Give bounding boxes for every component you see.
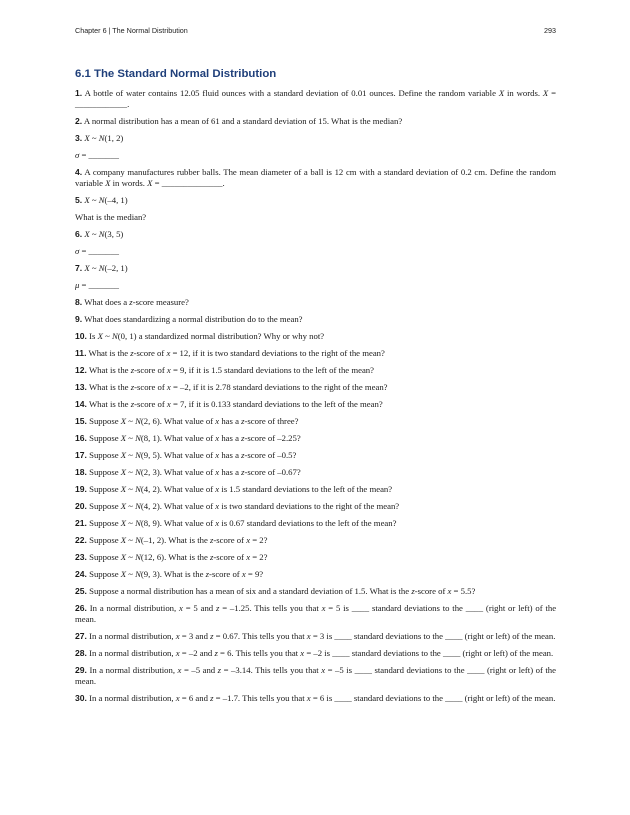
exercise-number: 27.: [75, 631, 87, 641]
exercise-number: 25.: [75, 586, 87, 596]
exercise-number: 26.: [75, 603, 87, 613]
exercise-number: 13.: [75, 382, 87, 392]
exercise-number: 11.: [75, 348, 87, 358]
exercise-number: 4.: [75, 167, 83, 177]
answer-line: What is the median?: [75, 212, 147, 222]
exercise-18: 18. Suppose X ~ N(2, 3). What value of x has a z-score of –0.67?: [75, 467, 301, 477]
exercise-10: 10. Is X ~ N(0, 1) a standardized normal distribution? Why or why not?: [75, 331, 325, 341]
exercise-2: 2. A normal distribution has a mean of 61 and a standard deviation of 15. What is the median?: [75, 116, 403, 126]
exercise-number: 15.: [75, 416, 87, 426]
exercise-29: 29. In a normal distribution, x = –5 and z = –3.14. This tells you that x = –5 is ____ standard deviations to the ____ (right or left) of the mean.: [75, 665, 557, 686]
exercise-19: 19. Suppose X ~ N(4, 2). What value of x is 1.5 standard deviations to the left of the mean?: [75, 484, 393, 494]
exercise-number: 7.: [75, 263, 83, 273]
exercise-17: 17. Suppose X ~ N(9, 5). What value of x has a z-score of –0.5?: [75, 450, 297, 460]
exercise-number: 2.: [75, 116, 83, 126]
section-title: 6.1 The Standard Normal Distribution: [75, 68, 277, 80]
exercise-number: 8.: [75, 297, 83, 307]
exercise-7: 7. X ~ N(–2, 1): [75, 263, 128, 273]
exercise-number: 10.: [75, 331, 87, 341]
page-number: 293: [544, 26, 556, 35]
exercise-number: 16.: [75, 433, 87, 443]
exercise-5: 5. X ~ N(–4, 1): [75, 195, 128, 205]
exercise-list: [75, 88, 556, 710]
exercise-number: 9.: [75, 314, 83, 324]
exercise-number: 6.: [75, 229, 83, 239]
exercise-28: 28. In a normal distribution, x = –2 and z = 6. This tells you that x = –2 is ____ standard deviations to the ____ (right or left) of the mean.: [75, 648, 554, 658]
exercise-number: 23.: [75, 552, 87, 562]
exercise-26: 26. In a normal distribution, x = 5 and z = –1.25. This tells you that x = 5 is ____ standard deviations to the ____ (right or left) of the mean.: [75, 603, 557, 624]
exercise-1: 1. A bottle of water contains 12.05 fluid ounces with a standard deviation of 0.01 ounces. Define the random variable X in words. X = ____________.: [75, 88, 557, 109]
exercise-27: 27. In a normal distribution, x = 3 and z = 0.67. This tells you that x = 3 is ____ standard deviations to the ____ (right or left) of the mean.: [75, 631, 556, 641]
exercise-9: 9. What does standardizing a normal distribution do to the mean?: [75, 314, 303, 324]
exercise-30: 30. In a normal distribution, x = 6 and z = –1.7. This tells you that x = 6 is ____ standard deviations to the ____ (right or left) of the mean.: [75, 693, 556, 703]
chapter-title: Chapter 6 | The Normal Distribution: [75, 26, 188, 35]
exercise-6: 6. X ~ N(3, 5): [75, 229, 124, 239]
exercise-number: 3.: [75, 133, 83, 143]
exercise-number: 29.: [75, 665, 87, 675]
exercise-11: 11. What is the z-score of x = 12, if it is two standard deviations to the right of the mean?: [75, 348, 385, 358]
exercise-number: 24.: [75, 569, 87, 579]
exercise-number: 1.: [75, 88, 83, 98]
exercise-14: 14. What is the z-score of x = 7, if it is 0.133 standard deviations to the left of the mean?: [75, 399, 383, 409]
exercise-13: 13. What is the z-score of x = –2, if it is 2.78 standard deviations to the right of the mean?: [75, 382, 388, 392]
exercise-number: 19.: [75, 484, 87, 494]
exercise-number: 12.: [75, 365, 87, 375]
exercise-number: 5.: [75, 195, 83, 205]
exercise-number: 20.: [75, 501, 87, 511]
exercise-12: 12. What is the z-score of x = 9, if it is 1.5 standard deviations to the left of the mean?: [75, 365, 374, 375]
exercise-8: 8. What does a z-score measure?: [75, 297, 189, 307]
exercise-23: 23. Suppose X ~ N(12, 6). What is the z-score of x = 2?: [75, 552, 268, 562]
exercise-number: 21.: [75, 518, 87, 528]
exercise-20: 20. Suppose X ~ N(4, 2). What value of x is two standard deviations to the right of the mean?: [75, 501, 400, 511]
answer-line: σ = _______: [75, 246, 119, 256]
exercise-number: 18.: [75, 467, 87, 477]
exercise-21: 21. Suppose X ~ N(8, 9). What value of x is 0.67 standard deviations to the left of the mean?: [75, 518, 397, 528]
exercise-16: 16. Suppose X ~ N(8, 1). What value of x has a z-score of –2.25?: [75, 433, 301, 443]
exercise-22: 22. Suppose X ~ N(–1, 2). What is the z-score of x = 2?: [75, 535, 268, 545]
exercise-3: 3. X ~ N(1, 2): [75, 133, 124, 143]
exercise-15: 15. Suppose X ~ N(2, 6). What value of x has a z-score of three?: [75, 416, 299, 426]
exercise-number: 28.: [75, 648, 87, 658]
exercise-number: 17.: [75, 450, 87, 460]
exercise-4: 4. A company manufactures rubber balls. The mean diameter of a ball is 12 cm with a standard deviation of 0.2 cm. Define the random variable X in words. X = ______________.: [75, 167, 556, 188]
exercise-number: 30.: [75, 693, 87, 703]
exercise-number: 14.: [75, 399, 87, 409]
exercise-24: 24. Suppose X ~ N(9, 3). What is the z-score of x = 9?: [75, 569, 264, 579]
running-header: [75, 26, 556, 38]
exercise-25: 25. Suppose a normal distribution has a mean of six and a standard deviation of 1.5. What is the z-score of x = 5.5?: [75, 586, 476, 596]
answer-line: μ = _______: [75, 280, 120, 290]
answer-line: σ = _______: [75, 150, 119, 160]
exercise-number: 22.: [75, 535, 87, 545]
